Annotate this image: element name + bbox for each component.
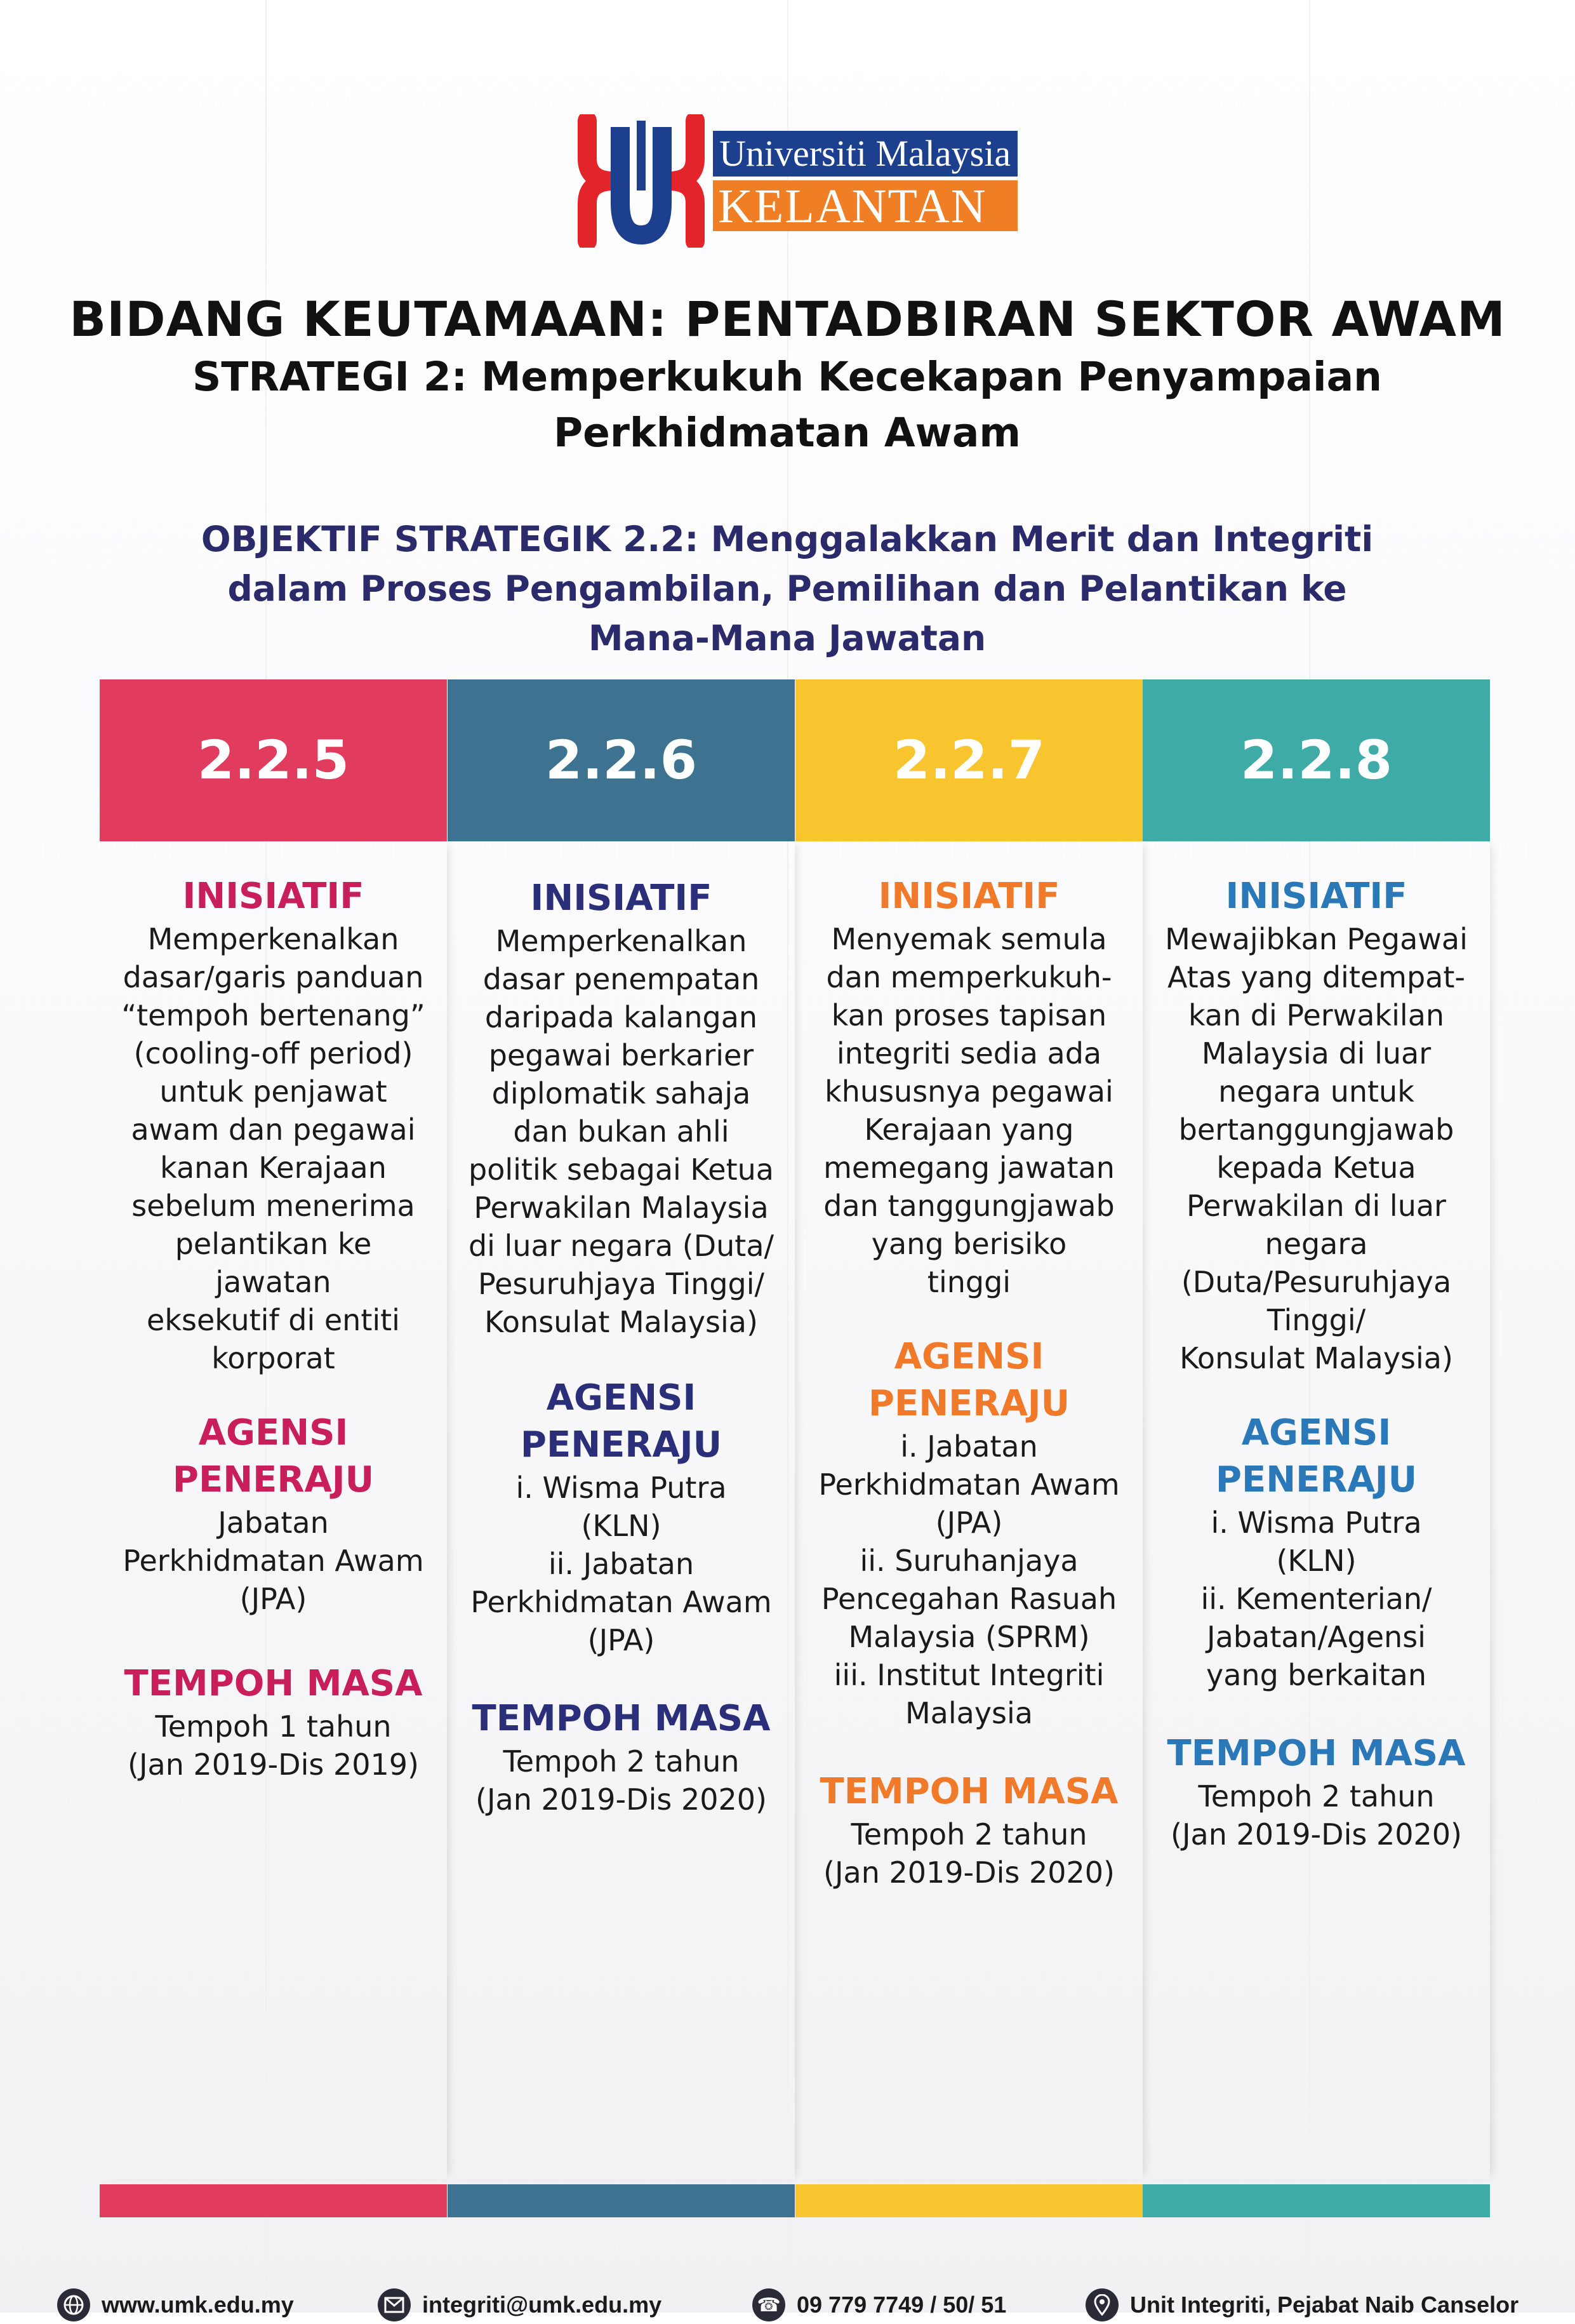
period-label: TEMPOH MASA — [820, 1771, 1119, 1812]
agency-label: AGENSI PENERAJU — [868, 1336, 1070, 1424]
initiative-label: INISIATIF — [530, 878, 712, 919]
agency-section — [808, 1333, 1130, 1732]
umk-emblem-icon — [575, 114, 708, 248]
globe-icon — [57, 2288, 90, 2321]
initiative-section — [1155, 873, 1477, 1377]
agency-section — [460, 1375, 782, 1659]
period-label: TEMPOH MASA — [1167, 1733, 1466, 1774]
period-text: Tempoh 2 tahun (Jan 2019-Dis 2020) — [823, 1817, 1115, 1890]
agency-text: i. Wisma Putra (KLN) ii. Kementerian/ Jabatan/Agensi yang berkaitan — [1200, 1506, 1432, 1692]
column-code: 2.2.6 — [448, 679, 795, 841]
agency-label: AGENSI PENERAJU — [520, 1377, 722, 1466]
footer-unit — [1086, 2286, 1519, 2324]
unit-text: Unit Integriti, Pejabat Naib Canselor — [1130, 2292, 1519, 2318]
phone-icon: ☎ — [752, 2288, 785, 2321]
column-2-2-6 — [448, 679, 795, 2179]
column-2-2-7 — [795, 679, 1143, 2179]
footer-website[interactable] — [57, 2286, 294, 2324]
footer-phone[interactable] — [752, 2286, 1006, 2324]
objective-title: OBJEKTIF STRATEGIK 2.2: Menggalakkan Merit dan Integriti dalam Proses Pengambilan, Pemilihan dan Pelantikan ke Mana-Mana Jawatan — [201, 519, 1374, 658]
period-label: TEMPOH MASA — [124, 1663, 423, 1704]
column-2-2-5 — [100, 679, 447, 2179]
agency-label: AGENSI PENERAJU — [172, 1412, 375, 1500]
agency-section — [1155, 1410, 1477, 1694]
column-footer-bar — [795, 2184, 1143, 2217]
initiative-section — [808, 873, 1130, 1301]
column-code: 2.2.8 — [1143, 679, 1490, 841]
email-text: integriti@umk.edu.my — [422, 2292, 662, 2318]
agency-text: Jabatan Perkhidmatan Awam (JPA) — [123, 1506, 424, 1616]
period-text: Tempoh 2 tahun (Jan 2019-Dis 2020) — [1171, 1779, 1462, 1852]
period-section — [112, 1660, 434, 1784]
agency-text: i. Jabatan Perkhidmatan Awam (JPA) ii. Suruhanjaya Pencegahan Rasuah Malaysia (SPRM) iii. Institut Integriti Malaysia — [818, 1429, 1120, 1730]
initiative-section — [112, 873, 434, 1377]
period-label: TEMPOH MASA — [472, 1698, 771, 1739]
column-code: 2.2.7 — [795, 679, 1143, 841]
initiative-label: INISIATIF — [182, 876, 364, 917]
column-2-2-8 — [1143, 679, 1490, 2179]
period-text: Tempoh 1 tahun (Jan 2019-Dis 2019) — [128, 1709, 419, 1782]
agency-section — [112, 1410, 434, 1618]
period-section — [460, 1695, 782, 1819]
column-footer-bar — [448, 2184, 795, 2217]
period-section — [1155, 1730, 1477, 1853]
logo-text-university: Universiti Malaysia — [713, 131, 1018, 177]
footer-email[interactable] — [378, 2286, 661, 2324]
period-text: Tempoh 2 tahun (Jan 2019-Dis 2020) — [475, 1744, 767, 1817]
logo-text-kelantan: KELANTAN — [713, 180, 1018, 231]
initiative-text: Memperkenalkan dasar/garis panduan “tempoh bertenang” (cooling-off period) untuk penjawat awam dan pegawai kanan Kerajaan sebelum menerima pelantikan ke jawatan eksekutif di entiti korporat — [121, 922, 425, 1375]
initiative-text: Memperkenalkan dasar penempatan daripada kalangan pegawai berkarier diplomatik sahaja dan bukan ahli politik sebagai Ketua Perwakilan Malaysia di luar negara (Duta/ Pesuruhjaya Tinggi/ Konsulat Malaysia) — [468, 924, 774, 1339]
agency-label: AGENSI PENERAJU — [1215, 1412, 1418, 1500]
initiative-label: INISIATIF — [878, 876, 1060, 917]
initiative-section — [460, 875, 782, 1341]
page-title: BIDANG KEUTAMAAN: PENTADBIRAN SEKTOR AWAM — [69, 291, 1506, 347]
column-footer-bar — [1143, 2184, 1490, 2217]
website-text: www.umk.edu.my — [102, 2292, 294, 2318]
email-icon — [378, 2288, 411, 2321]
umk-logo — [575, 114, 1019, 248]
initiative-label: INISIATIF — [1225, 876, 1407, 917]
period-section — [808, 1768, 1130, 1892]
location-icon — [1086, 2288, 1119, 2321]
agency-text: i. Wisma Putra (KLN) ii. Jabatan Perkhidmatan Awam (JPA) — [470, 1471, 772, 1657]
strategy-title: STRATEGI 2: Memperkukuh Kecekapan Penyampaian Perkhidmatan Awam — [192, 354, 1382, 456]
column-code: 2.2.5 — [100, 679, 447, 841]
phone-text: 09 779 7749 / 50/ 51 — [797, 2292, 1007, 2318]
initiative-text: Menyemak semula dan memperkukuh- kan proses tapisan integriti sedia ada khususnya pegawai Kerajaan yang memegang jawatan dan tanggungjawab yang berisiko tinggi — [823, 922, 1115, 1299]
column-footer-bar — [100, 2184, 447, 2217]
initiative-text: Mewajibkan Pegawai Atas yang ditempat- kan di Perwakilan Malaysia di luar negara untuk bertanggungjawab kepada Ketua Perwakilan di luar negara (Duta/Pesuruhjaya Tinggi/ Konsulat Malaysia) — [1165, 922, 1468, 1375]
